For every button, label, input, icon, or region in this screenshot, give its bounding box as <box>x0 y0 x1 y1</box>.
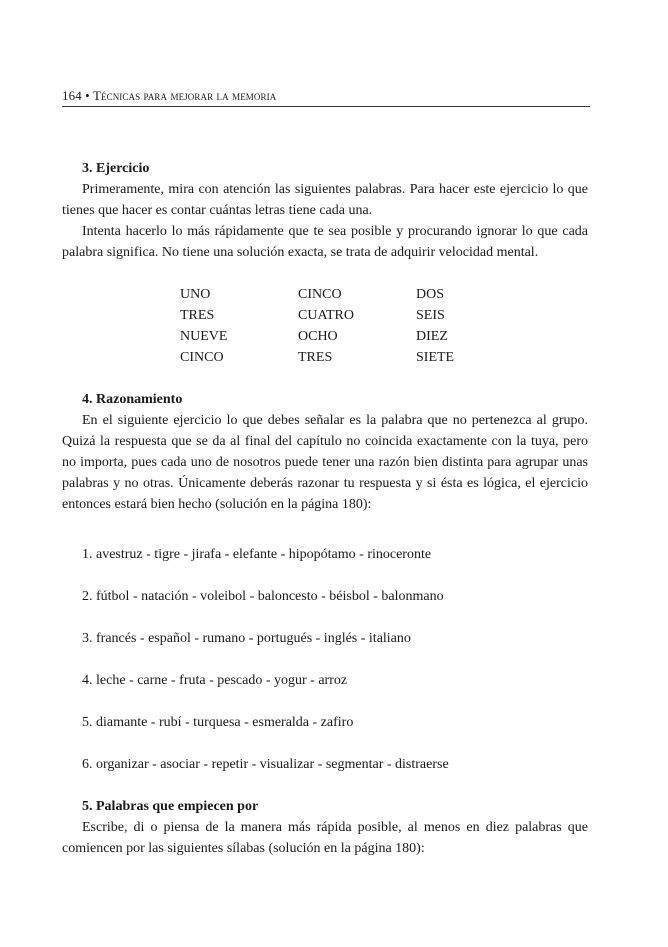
list-item: 1. avestruz - tigre - jirafa - elefante - hipopótamo - rinoceronte <box>82 547 432 562</box>
word-cell: UNO <box>180 287 211 302</box>
section-5-title: 5. Palabras que empiecen por <box>82 799 259 814</box>
word-row <box>180 284 534 305</box>
word-cell: CINCO <box>298 287 342 302</box>
section-3-paragraph-2: Intenta hacerlo lo más rápidamente que te sea posible y procurando ignorar lo que cada palabra significa. No tiene una solución exacta, se trata de adquirir velocidad mental. <box>62 224 588 260</box>
section-3-paragraph-1: Primeramente, mira con atención las siguientes palabras. Para hacer este ejercicio lo que tienes que hacer es contar cuántas letras tiene cada una. <box>62 182 588 218</box>
header-divider <box>62 106 590 107</box>
reasoning-list <box>62 544 588 775</box>
word-row <box>180 326 534 347</box>
header-bullet: • <box>85 88 90 103</box>
word-cell: SEIS <box>416 308 445 323</box>
list-item: 6. organizar - asociar - repetir - visualizar - segmentar - distraerse <box>82 757 449 772</box>
word-cell: DIEZ <box>416 329 448 344</box>
section-5-paragraph-1: Escribe, di o piensa de la manera más rápida posible, al menos en diez palabras que comiencen por las siguientes sílabas (solución en la página 180): <box>62 820 588 856</box>
section-4-title: 4. Razonamiento <box>82 392 183 407</box>
word-cell: OCHO <box>298 329 338 344</box>
word-cell: TRES <box>180 308 215 323</box>
word-cell: SIETE <box>416 350 455 365</box>
word-cell: CUATRO <box>298 308 355 323</box>
page-number: 164 <box>62 88 82 103</box>
chapter-title-rest: écnicas para mejorar la memoria <box>101 88 277 103</box>
list-item: 5. diamante - rubí - turquesa - esmeralda - zafiro <box>82 715 354 730</box>
list-item: 2. fútbol - natación - voleibol - baloncesto - béisbol - balonmano <box>82 589 444 604</box>
word-cell: TRES <box>298 350 333 365</box>
word-grid <box>180 284 534 368</box>
word-row <box>180 347 534 368</box>
list-item: 3. francés - español - rumano - portugués - inglés - italiano <box>82 631 411 646</box>
word-cell: CINCO <box>180 350 224 365</box>
list-item: 4. leche - carne - fruta - pescado - yogur - arroz <box>82 673 348 688</box>
chapter-title <box>93 88 276 103</box>
chapter-title-initial: T <box>92 88 101 103</box>
section-4-paragraph-1: En el siguiente ejercicio lo que debes señalar es la palabra que no pertenezca al grupo. Quizá la respuesta que se da al final del capítulo no coincida exactamente con la tuya, pero no importa, pues cada uno de nosotros puede tener una razón bien distinta para agrupar unas palabras y no otras. Únicamente deberás razonar tu respuesta y si ésta es lógica, el ejercicio entonces estará bien hecho (solución en la página 180): <box>62 413 588 512</box>
spacer <box>62 515 588 536</box>
word-cell: DOS <box>416 287 445 302</box>
page-body <box>62 158 588 859</box>
word-cell: NUEVE <box>180 329 228 344</box>
running-header <box>62 88 590 104</box>
section-3-title: 3. Ejercicio <box>82 161 150 176</box>
word-row <box>180 305 534 326</box>
